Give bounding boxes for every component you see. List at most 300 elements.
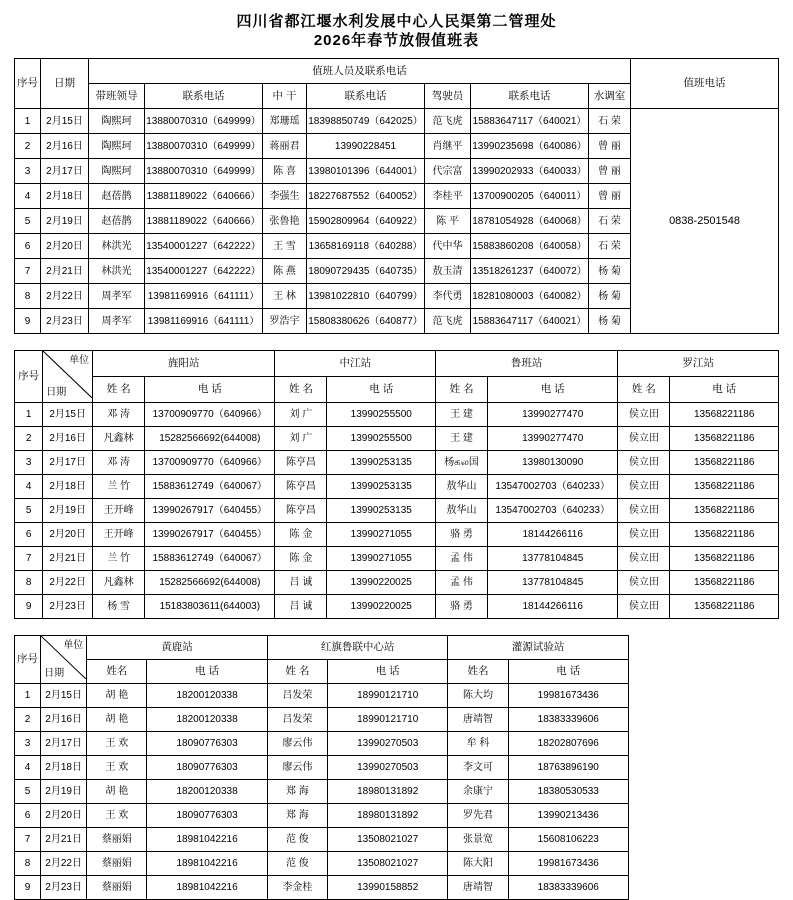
t1-r7-mid: 王 林 [263,284,307,309]
t3-r2-n2: 廖云伟 [267,731,327,755]
t2-r4-n2: 陈亨昌 [275,498,327,522]
t1-header-phone1: 联系电话 [145,84,263,109]
t1-header-dispatch: 水调室 [589,84,631,109]
t3-r7-n1: 蔡丽娟 [87,851,147,875]
t3-r5-seq: 6 [15,803,41,827]
t3-r8-seq: 9 [15,875,41,899]
t3-r2-n1: 王 欢 [87,731,147,755]
t3-r8-date: 2月23日 [41,875,87,899]
t2-r8-p1: 15183803611(644003) [145,594,275,618]
t2-r5-seq: 6 [15,522,43,546]
t1-r8-leader: 周孝军 [89,309,145,334]
t2-r6-date: 2月21日 [43,546,93,570]
table2-header-row-1 [15,351,779,377]
t2-r1-seq: 2 [15,426,43,450]
t3-r0-p3: 19981673436 [508,683,628,707]
t3-header-name-1: 姓名 [87,659,147,683]
t3-r3-seq: 4 [15,755,41,779]
t2-r4-p4: 13568221186 [670,498,779,522]
t3-r1-p3: 18383339606 [508,707,628,731]
t1-r1-dispatch: 曾 丽 [589,134,631,159]
t1-r1-driver: 肖继平 [425,134,471,159]
t1-r7-phone3: 18281080003（640082） [471,284,589,309]
t2-station-4: 罗江站 [618,351,779,377]
t2-r3-seq: 4 [15,474,43,498]
t2-r4-p2: 13990253135 [327,498,436,522]
t2-r0-n2: 刘 广 [275,402,327,426]
t1-r6-seq: 7 [15,259,41,284]
t3-r7-p1: 18981042216 [147,851,267,875]
t3-r8-n2: 李金桂 [267,875,327,899]
t1-r4-seq: 5 [15,209,41,234]
t1-r8-phone2: 15808380626（640877） [307,309,425,334]
t1-header-seq: 序号 [15,59,41,109]
t3-r8-p3: 18383339606 [508,875,628,899]
t2-r5-p2: 13990271055 [327,522,436,546]
t2-r7-p3: 13778104845 [488,570,618,594]
t1-r5-dispatch: 石 荣 [589,234,631,259]
t2-r8-date: 2月23日 [43,594,93,618]
t3-r0-n2: 吕发荣 [267,683,327,707]
t3-r0-p2: 18990121710 [327,683,447,707]
t3-empty-right [628,635,779,899]
t2-r5-p1: 13990267917（640455） [145,522,275,546]
t2-r6-n2: 陈 金 [275,546,327,570]
t2-r3-n1: 兰 竹 [93,474,145,498]
t1-r6-phone3: 13518261237（640072） [471,259,589,284]
t3-header-unit: 单位 [63,639,84,651]
t3-r2-seq: 3 [15,731,41,755]
t3-r6-seq: 7 [15,827,41,851]
t3-r1-seq: 2 [15,707,41,731]
t3-r5-n1: 王 欢 [87,803,147,827]
t2-r4-n3: 敖华山 [436,498,488,522]
t2-r5-n4: 侯立田 [618,522,670,546]
t1-r1-date: 2月16日 [41,134,89,159]
t1-r8-phone3: 15883647117（640021） [471,309,589,334]
t2-r5-n1: 王开峰 [93,522,145,546]
t1-r3-phone1: 13881189022（640666） [145,184,263,209]
t3-header-unit-date [41,635,87,683]
t2-r7-n3: 孟 伟 [436,570,488,594]
table-row [15,450,779,474]
t2-r4-date: 2月19日 [43,498,93,522]
t2-header-phone-1: 电 话 [145,376,275,402]
t2-header-name-1: 姓 名 [93,376,145,402]
t3-r0-date: 2月15日 [41,683,87,707]
t3-r8-p2: 13990158852 [327,875,447,899]
t2-r1-p2: 13990255500 [327,426,436,450]
t1-r3-seq: 4 [15,184,41,209]
t2-r6-seq: 7 [15,546,43,570]
t2-r5-n2: 陈 金 [275,522,327,546]
table-row [15,594,779,618]
t2-header-unit: 单位 [69,355,90,366]
t1-r1-phone1: 13880070310（649999） [145,134,263,159]
t2-r4-seq: 5 [15,498,43,522]
t3-r5-date: 2月20日 [41,803,87,827]
t1-r0-seq: 1 [15,109,41,134]
t3-r5-p1: 18090776303 [147,803,267,827]
t3-r8-p1: 18981042216 [147,875,267,899]
table-row [15,474,779,498]
t3-r0-p1: 18200120338 [147,683,267,707]
t2-r2-date: 2月17日 [43,450,93,474]
t1-r5-driver: 代中华 [425,234,471,259]
t3-r3-p3: 18763896190 [508,755,628,779]
t1-r6-driver: 敖玉清 [425,259,471,284]
t3-r6-p3: 15608106223 [508,827,628,851]
table-gap-2 [14,619,779,635]
t2-r7-n4: 侯立田 [618,570,670,594]
t3-r4-n1: 胡 艳 [87,779,147,803]
t1-r0-driver: 范飞虎 [425,109,471,134]
t1-r1-mid: 蒋丽君 [263,134,307,159]
t3-r1-n1: 胡 艳 [87,707,147,731]
t1-r2-mid: 陈 喜 [263,159,307,184]
t1-header-group: 值班人员及联系电话 [89,59,631,84]
t2-header-phone-4: 电 话 [670,376,779,402]
t2-r3-p4: 13568221186 [670,474,779,498]
table3-header-row-1 [15,635,780,659]
t3-r1-p2: 18990121710 [327,707,447,731]
t2-r0-p4: 13568221186 [670,402,779,426]
t2-r1-p4: 13568221186 [670,426,779,450]
table-row [15,570,779,594]
t1-r6-phone1: 13540001227（642222） [145,259,263,284]
t2-header-name-2: 姓 名 [275,376,327,402]
t2-r2-p2: 13990253135 [327,450,436,474]
t2-r5-date: 2月20日 [43,522,93,546]
t2-r0-n4: 侯立田 [618,402,670,426]
t2-r5-p3: 18144266116 [488,522,618,546]
t3-r4-p1: 18200120338 [147,779,267,803]
t3-r1-n2: 吕发荣 [267,707,327,731]
t3-r6-n3: 张景宽 [448,827,508,851]
t1-r7-date: 2月22日 [41,284,89,309]
t1-r7-leader: 周孝军 [89,284,145,309]
t1-r0-leader: 陶熙珂 [89,109,145,134]
t1-r7-dispatch: 杨 菊 [589,284,631,309]
t3-r7-n3: 陈大阳 [448,851,508,875]
table1-header-row-1 [15,59,779,84]
station-duty-table-a [14,350,779,619]
t2-r2-n1: 邓 涛 [93,450,145,474]
t1-r3-leader: 赵蓓鹊 [89,184,145,209]
table-row [15,109,779,134]
t1-r3-dispatch: 曾 丽 [589,184,631,209]
t2-r0-n1: 邓 涛 [93,402,145,426]
t1-r0-phone3: 15883647117（640021） [471,109,589,134]
t3-r4-n3: 余康宁 [448,779,508,803]
t1-r7-phone1: 13981169916（641111） [145,284,263,309]
t2-r8-n1: 杨 雪 [93,594,145,618]
t2-r1-n4: 侯立田 [618,426,670,450]
t2-station-1: 旌阳站 [93,351,275,377]
t3-r5-p3: 13990213436 [508,803,628,827]
t3-header-phone-3: 电 话 [508,659,628,683]
t2-r7-date: 2月22日 [43,570,93,594]
t1-header-mid: 中 干 [263,84,307,109]
t2-r6-n4: 侯立田 [618,546,670,570]
t3-r5-n3: 罗先君 [448,803,508,827]
t2-r5-p4: 13568221186 [670,522,779,546]
t1-r8-dispatch: 杨 菊 [589,309,631,334]
t2-r1-n3: 王 建 [436,426,488,450]
t1-r2-driver: 代宗富 [425,159,471,184]
t1-r2-dispatch: 曾 丽 [589,159,631,184]
t2-r8-n3: 骆 勇 [436,594,488,618]
t2-r6-n1: 兰 竹 [93,546,145,570]
t2-r7-n2: 吕 诚 [275,570,327,594]
t1-r1-phone2: 13990228451 [307,134,425,159]
t1-r0-phone2: 18398850749（642025） [307,109,425,134]
t1-header-phone3: 联系电话 [471,84,589,109]
t2-r8-n4: 侯立田 [618,594,670,618]
t1-r7-driver: 李代勇 [425,284,471,309]
t2-r6-p4: 13568221186 [670,546,779,570]
t2-r8-p2: 13990220025 [327,594,436,618]
t1-r4-phone1: 13881189022（640666） [145,209,263,234]
t3-r1-p1: 18200120338 [147,707,267,731]
t3-header-date: 日期 [44,667,65,679]
t3-r5-n2: 郑 海 [267,803,327,827]
t3-r6-p2: 13508021027 [327,827,447,851]
table2-header-row-2 [15,376,779,402]
t3-r4-n2: 郑 海 [267,779,327,803]
t3-r1-date: 2月16日 [41,707,87,731]
main-duty-table [14,58,779,334]
t1-header-dutyphone: 值班电话 [631,59,779,109]
t2-r3-n3: 敖华山 [436,474,488,498]
t1-r5-mid: 王 雪 [263,234,307,259]
t1-r0-mid: 郑珊瑶 [263,109,307,134]
t3-r6-p1: 18981042216 [147,827,267,851]
t1-header-driver: 驾驶员 [425,84,471,109]
t2-r0-seq: 1 [15,402,43,426]
t2-r4-p3: 13547002703（640233） [488,498,618,522]
t2-r8-seq: 9 [15,594,43,618]
t3-r3-p1: 18090776303 [147,755,267,779]
t3-r2-p1: 18090776303 [147,731,267,755]
t2-r2-p3: 13980130090 [488,450,618,474]
station-duty-table-b [14,635,779,900]
title-line-1: 四川省都江堰水利发展中心人民渠第二管理处 [236,13,557,30]
t3-r5-p2: 18980131892 [327,803,447,827]
t1-header-phone2: 联系电话 [307,84,425,109]
t2-r3-n2: 陈亨昌 [275,474,327,498]
t3-r7-seq: 8 [15,851,41,875]
t1-r7-phone2: 13981022810（640799） [307,284,425,309]
t2-r3-n4: 侯立田 [618,474,670,498]
t2-r1-date: 2月16日 [43,426,93,450]
t2-r6-p2: 13990271055 [327,546,436,570]
t1-r2-leader: 陶熙珂 [89,159,145,184]
t1-r2-phone2: 13980101396（644001） [307,159,425,184]
t1-header-leader: 带班领导 [89,84,145,109]
t2-r7-p2: 13990220025 [327,570,436,594]
t2-r2-seq: 3 [15,450,43,474]
t1-r4-leader: 赵蓓鹊 [89,209,145,234]
t3-r0-n1: 胡 艳 [87,683,147,707]
t1-r0-date: 2月15日 [41,109,89,134]
t2-r4-n1: 王开峰 [93,498,145,522]
t3-r1-n3: 唐靖智 [448,707,508,731]
t1-r3-date: 2月18日 [41,184,89,209]
t1-r2-phone1: 13880070310（649999） [145,159,263,184]
t2-header-phone-2: 电 话 [327,376,436,402]
t3-r4-p2: 18980131892 [327,779,447,803]
t1-r4-phone3: 18781054928（640068） [471,209,589,234]
t2-r0-p1: 13700909770（640966） [145,402,275,426]
t1-r5-date: 2月20日 [41,234,89,259]
t3-r0-seq: 1 [15,683,41,707]
t3-r6-date: 2月21日 [41,827,87,851]
table-row [15,402,779,426]
t3-r2-p2: 13990270503 [327,731,447,755]
t2-r3-p2: 13990253135 [327,474,436,498]
t3-r8-n3: 唐靖智 [448,875,508,899]
t1-r0-phone1: 13880070310（649999） [145,109,263,134]
t1-r8-mid: 罗浩宇 [263,309,307,334]
t3-header-name-2: 姓 名 [267,659,327,683]
t3-station-1: 黄鹿站 [87,635,268,659]
t1-r6-dispatch: 杨 菊 [589,259,631,284]
t2-r3-date: 2月18日 [43,474,93,498]
t3-r7-n2: 范 俊 [267,851,327,875]
t2-r2-n2: 陈亨昌 [275,450,327,474]
t3-r2-p3: 18202807696 [508,731,628,755]
page-title [14,12,779,50]
t2-header-unit-date [43,351,93,403]
t2-r1-p3: 13990277470 [488,426,618,450]
t2-r2-n4: 侯立田 [618,450,670,474]
t1-r5-phone2: 13658169118（640288） [307,234,425,259]
t2-r2-p4: 13568221186 [670,450,779,474]
title-line-2: 2026年春节放假值班表 [313,32,480,49]
t3-r7-p2: 13508021027 [327,851,447,875]
t1-r5-phone3: 15883860208（640058） [471,234,589,259]
t2-r0-p3: 13990277470 [488,402,618,426]
t2-r4-p1: 13990267917（640455） [145,498,275,522]
t3-header-name-3: 姓名 [448,659,508,683]
t2-r3-p1: 15883612749（640067） [145,474,275,498]
t1-r6-mid: 陈 燕 [263,259,307,284]
t2-header-date: 日期 [46,386,67,398]
t1-r1-phone3: 13990235698（640086） [471,134,589,159]
t2-r6-p1: 15883612749（640067） [145,546,275,570]
t1-r3-driver: 李桂平 [425,184,471,209]
t1-r4-dispatch: 石 荣 [589,209,631,234]
table-gap-1 [14,334,779,350]
t1-r6-date: 2月21日 [41,259,89,284]
t1-r3-mid: 李强生 [263,184,307,209]
t1-r0-dispatch: 石 荣 [589,109,631,134]
table-row [15,426,779,450]
t1-r8-driver: 范飞虎 [425,309,471,334]
t2-station-2: 中江站 [275,351,436,377]
t1-duty-phone-value: 0838-2501548 [631,109,779,334]
t3-r3-n2: 廖云伟 [267,755,327,779]
table-row [15,546,779,570]
t3-r3-p2: 13990270503 [327,755,447,779]
t1-r2-seq: 3 [15,159,41,184]
t1-r6-phone2: 18090729435（640735） [307,259,425,284]
t2-station-3: 鲁班站 [436,351,618,377]
t2-r7-seq: 8 [15,570,43,594]
t2-r1-p1: 15282566692(644008) [145,426,275,450]
t3-r6-n1: 蔡丽娟 [87,827,147,851]
t3-header-seq: 序号 [15,635,41,683]
t1-r5-leader: 林洪光 [89,234,145,259]
t3-r2-date: 2月17日 [41,731,87,755]
t3-r3-n1: 王 欢 [87,755,147,779]
t3-station-2: 红旗鲁联中心站 [267,635,448,659]
t2-r0-date: 2月15日 [43,402,93,426]
t2-r7-p1: 15282566692(644008) [145,570,275,594]
t2-r3-p3: 13547002703（640233） [488,474,618,498]
t2-r0-p2: 13990255500 [327,402,436,426]
t1-r2-phone3: 13990202933（640033） [471,159,589,184]
t2-r2-p1: 13700909770（640966） [145,450,275,474]
t3-r2-n3: 牟 科 [448,731,508,755]
t3-r7-p3: 19981673436 [508,851,628,875]
t1-r8-phone1: 13981169916（641111） [145,309,263,334]
t2-header-phone-3: 电 话 [488,376,618,402]
t1-r8-date: 2月23日 [41,309,89,334]
t3-r4-seq: 5 [15,779,41,803]
t2-r6-p3: 13778104845 [488,546,618,570]
t1-r3-phone3: 13700900205（640011） [471,184,589,209]
t1-r7-seq: 8 [15,284,41,309]
t1-r5-seq: 6 [15,234,41,259]
t3-r7-date: 2月22日 [41,851,87,875]
t3-r0-n3: 陈大均 [448,683,508,707]
t2-header-name-3: 姓 名 [436,376,488,402]
t2-r7-p4: 13568221186 [670,570,779,594]
t1-r1-leader: 陶熙珂 [89,134,145,159]
t1-r2-date: 2月17日 [41,159,89,184]
table-row [15,522,779,546]
t2-header-name-4: 姓 名 [618,376,670,402]
t3-r4-p3: 18380530533 [508,779,628,803]
t3-r6-n2: 范 俊 [267,827,327,851]
t1-r4-mid: 张鲁艳 [263,209,307,234]
table-row [15,498,779,522]
t1-r4-phone2: 15902809964（640922） [307,209,425,234]
t2-r1-n1: 凡鑫林 [93,426,145,450]
t2-r0-n3: 王 建 [436,402,488,426]
t3-station-3: 灌源试验站 [448,635,629,659]
t3-header-phone-1: 电 话 [147,659,267,683]
t1-r5-phone1: 13540001227（642222） [145,234,263,259]
t1-r4-driver: 陈 平 [425,209,471,234]
t1-r1-seq: 2 [15,134,41,159]
t3-r3-date: 2月18日 [41,755,87,779]
t2-r1-n2: 刘 广 [275,426,327,450]
t2-r8-n2: 吕 诚 [275,594,327,618]
t1-r3-phone2: 18227687552（640052） [307,184,425,209]
t2-r2-n3: 杨கல国 [436,450,488,474]
t2-r7-n1: 凡鑫林 [93,570,145,594]
t2-r8-p3: 18144266116 [488,594,618,618]
t1-header-date: 日期 [41,59,89,109]
t2-r8-p4: 13568221186 [670,594,779,618]
t2-r5-n3: 骆 勇 [436,522,488,546]
t2-r6-n3: 孟 伟 [436,546,488,570]
t1-r8-seq: 9 [15,309,41,334]
t3-header-phone-2: 电 话 [327,659,447,683]
